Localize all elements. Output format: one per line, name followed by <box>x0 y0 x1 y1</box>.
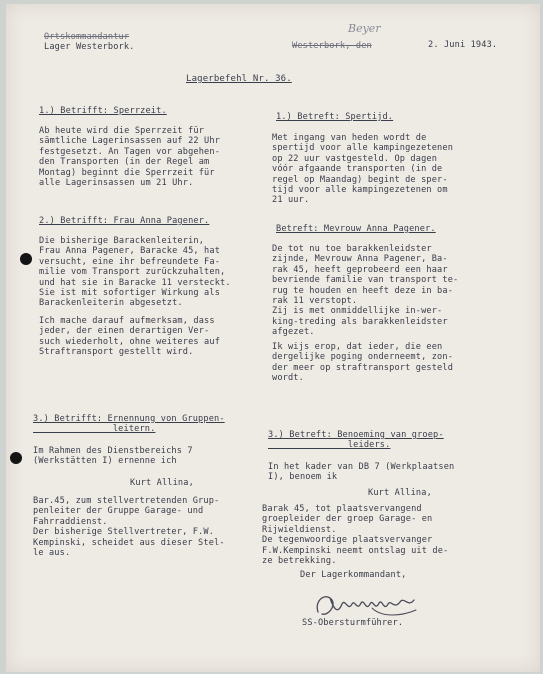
s2-nl-title: Betreft: Mevrouw Anna Pagener. <box>276 224 436 234</box>
s3-nl-body2: Barak 45, tot plaatsvervangend groepleider der groep Garage- en Rijwieldienst. De tegenwoordige plaatsvervanger F.W.Kempinski neemt ontslag uit de- ze betrekking. <box>262 504 449 567</box>
s1-de-title: 1.) Betrifft: Sperrzeit. <box>39 106 167 116</box>
origin-struck: Ortskommandantur <box>44 32 130 42</box>
s3-nl-title: 3.) Betreft: Benoeming van groep- leiders. <box>268 430 444 451</box>
pencil-note: Beyer <box>348 22 381 35</box>
signature-rank: SS-Obersturmführer. <box>302 618 404 628</box>
s3-nl-body: In het kader van DB 7 (Werkplaatsen I), benoem ik <box>268 462 455 483</box>
s1-nl-title: 1.) Betreft: Spertijd. <box>276 112 394 122</box>
s3-de-body: Im Rahmen des Dienstbereichs 7 (Werkstätten I) ernenne ich <box>33 446 193 467</box>
s3-name-nl: Kurt Allina, <box>368 488 432 498</box>
date: 2. Juni 1943. <box>428 40 498 50</box>
s2-de-title: 2.) Betrifft: Frau Anna Pagener. <box>39 216 210 226</box>
s3-de-body2: Bar.45, zum stellvertretenden Grup- penleiter der Gruppe Garage- und Fahrraddienst. Der bisherige Stellvertreter, F.W. Kempinski, scheidet aus dieser Stel- le aus. <box>33 496 225 559</box>
date-struck: Westerbork, den <box>292 41 372 51</box>
s1-nl-body: Met ingang van heden wordt de spertijd voor alle kampingezetenen op 22 uur vastgesteld. Op dagen vóór afgaande transporten (in de regel op Maandag) begint de sper- tijd voor alle kampingezetenen om 21 uur. <box>272 133 454 206</box>
s3-de-title: 3.) Betrifft: Ernennung von Gruppen- leitern. <box>33 414 225 435</box>
s3-name-de: Kurt Allina, <box>130 478 194 488</box>
punch-hole-top <box>20 253 32 265</box>
s1-de-body: Ab heute wird die Sperrzeit für sämtliche Lagerinsassen auf 22 Uhr festgesetzt. An Tagen vor abgehen- den Transporten (in der Regel am Montag) beginnt die Sperrzeit für alle Lagerinsassen um 21 Uhr. <box>39 126 221 189</box>
order-title: Lagerbefehl Nr. 36. <box>186 74 292 84</box>
s2-nl-body: De tot nu toe barakkenleidster zijnde, Mevrouw Anna Pagener, Ba- rak 45, heeft geprobeerd een haar bevriende familie van transport te- rug te houden en heeft deze in ba- rak 11 verstopt. Zij is met onmiddellijke in-wer- king-treding als barakkenleidster afgezet. <box>272 244 459 338</box>
s2-de-body: Die bisherige Barackenleiterin, Frau Anna Pagener, Baracke 45, hat versucht, eine ihr befreundete Fa- milie vom Transport zurückzuhalten, und hat sie in Baracke 11 versteckt. Sie ist mit sofortiger Wirkung als Barackenleiterin abgesetzt. <box>39 236 231 309</box>
origin: Lager Westerbork. <box>44 42 135 52</box>
s2-nl-body2: Ik wijs erop, dat ieder, die een dergelijke poging onderneemt, zon- der meer op straftransport gesteld wordt. <box>272 342 454 384</box>
document-page <box>6 4 540 672</box>
s2-de-body2: Ich mache darauf aufmerksam, dass jeder, der einen derartigen Ver- such wiederholt, ohne weiteres auf Straftransport gestellt wird. <box>39 316 221 358</box>
punch-hole-bottom <box>10 452 22 464</box>
signature-closing: Der Lagerkommandant, <box>300 570 407 580</box>
